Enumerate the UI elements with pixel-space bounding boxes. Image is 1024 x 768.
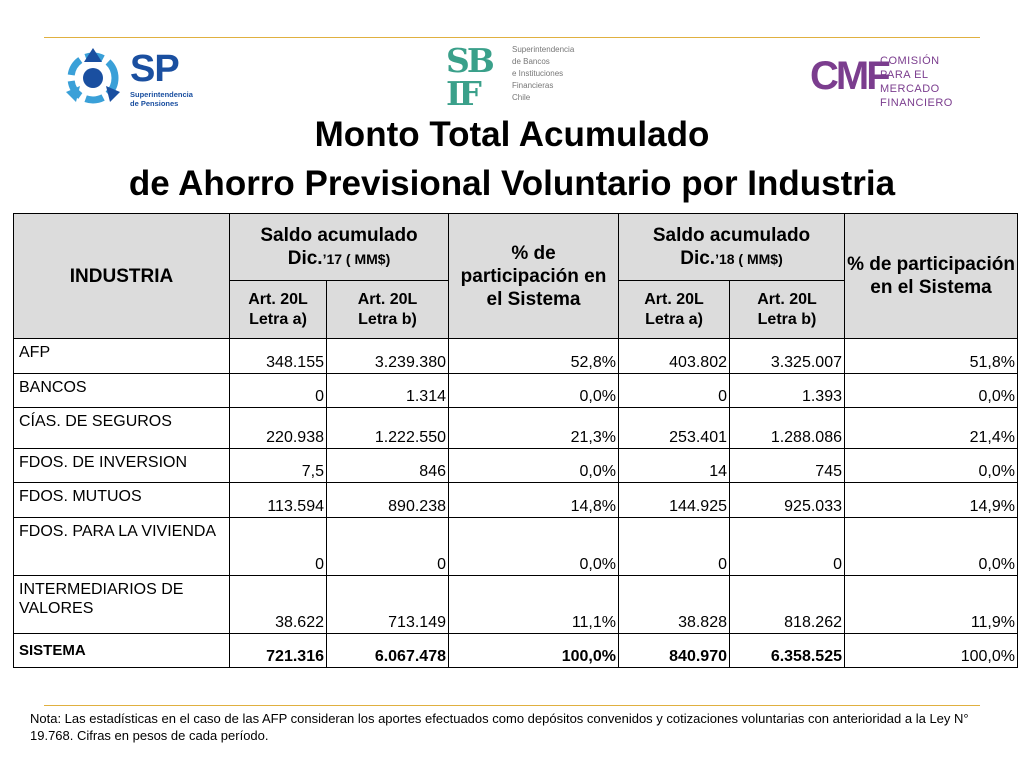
- sbif-mark-line2: IF: [446, 74, 479, 113]
- cell-industria: FDOS. DE INVERSION: [14, 449, 230, 483]
- cell-p17: 14,8%: [449, 483, 619, 518]
- cell-b18: 818.262: [730, 576, 845, 634]
- apv-industry-table: [13, 213, 1018, 668]
- cell-a17: 721.316: [230, 634, 327, 668]
- cell-a17: 0: [230, 374, 327, 408]
- sbif-sub-line: Superintendencia: [512, 45, 575, 54]
- top-divider: [44, 37, 980, 38]
- cmf-logo-mark: CMF: [810, 54, 888, 98]
- cell-b17: 713.149: [327, 576, 449, 634]
- cell-industria: AFP: [14, 339, 230, 374]
- page-title-line2: de Ahorro Previsional Voluntario por Industria: [128, 164, 896, 203]
- cell-industria: CÍAS. DE SEGUROS: [14, 408, 230, 449]
- cell-industria: FDOS. MUTUOS: [14, 483, 230, 518]
- sbif-logo-mark: [446, 41, 508, 113]
- table-row: [14, 483, 1018, 518]
- cell-a18: 840.970: [619, 634, 730, 668]
- header-art20l-b-2017: Art. 20L Letra b): [327, 281, 449, 339]
- cell-a18: 38.828: [619, 576, 730, 634]
- cell-a18: 403.802: [619, 339, 730, 374]
- cell-b18: 1.393: [730, 374, 845, 408]
- header-art20l-b-2018: Art. 20L Letra b): [730, 281, 845, 339]
- cell-p17: 52,8%: [449, 339, 619, 374]
- cell-b18: 6.358.525: [730, 634, 845, 668]
- cell-b17: 1.314: [327, 374, 449, 408]
- header-participacion-2017: % de participación en el Sistema: [449, 214, 619, 339]
- cell-p18: 0,0%: [845, 449, 1018, 483]
- table-row: [14, 374, 1018, 408]
- table-row: [14, 339, 1018, 374]
- table-row: [14, 449, 1018, 483]
- cell-a18: 253.401: [619, 408, 730, 449]
- cell-p18: 21,4%: [845, 408, 1018, 449]
- table-row: [14, 518, 1018, 576]
- sp-logo-mark: SP: [130, 48, 179, 90]
- sp-logo-subtitle: Superintendencia de Pensiones: [130, 90, 193, 108]
- cell-industria: SISTEMA: [14, 634, 230, 668]
- cell-a18: 0: [619, 374, 730, 408]
- sbif-sub-line: e Instituciones: [512, 69, 564, 78]
- cell-p18: 0,0%: [845, 518, 1018, 576]
- sbif-sub-line: Chile: [512, 93, 531, 102]
- cell-p17: 11,1%: [449, 576, 619, 634]
- header-art20l-a-2017: Art. 20L Letra a): [230, 281, 327, 339]
- cell-p18: 51,8%: [845, 339, 1018, 374]
- cell-p17: 0,0%: [449, 374, 619, 408]
- sbif-logo: [446, 41, 586, 118]
- footnote: Nota: Las estadísticas en el caso de las AFP consideran los aportes efectuados como depósitos convenidos y cotizaciones voluntarias con anterioridad a la Ley N° 19.768. Cifras en pesos de cada período.: [30, 711, 969, 743]
- cell-a17: 0: [230, 518, 327, 576]
- cell-b17: 6.067.478: [327, 634, 449, 668]
- cell-b17: 846: [327, 449, 449, 483]
- cell-industria: FDOS. PARA LA VIVIENDA: [14, 518, 230, 576]
- cell-a17: 7,5: [230, 449, 327, 483]
- header-saldo-2017-line1: Saldo acumulado: [260, 224, 418, 246]
- cmf-sub-line: FINANCIERO: [880, 97, 953, 109]
- header-saldo-2017-line2: Dic.’17 ( MM$): [287, 247, 391, 269]
- header-saldo-2018-line1: Saldo acumulado: [652, 224, 811, 246]
- cell-b18: 925.033: [730, 483, 845, 518]
- header-saldo-2018: [619, 214, 845, 281]
- cell-a18: 14: [619, 449, 730, 483]
- cmf-sub-line: PARA EL MERCADO: [880, 69, 940, 95]
- total-row: [14, 634, 1018, 668]
- cell-b17: 3.239.380: [327, 339, 449, 374]
- cell-b17: 890.238: [327, 483, 449, 518]
- header-participacion-2018: % de participación en el Sistema: [845, 214, 1018, 339]
- bottom-divider: [44, 705, 980, 706]
- cell-p17: 21,3%: [449, 408, 619, 449]
- sp-logo: [58, 42, 218, 116]
- cell-a18: 0: [619, 518, 730, 576]
- cell-b18: 1.288.086: [730, 408, 845, 449]
- table-row: [14, 408, 1018, 449]
- sbif-sub-line: Financieras: [512, 81, 554, 90]
- cell-a17: 348.155: [230, 339, 327, 374]
- sbif-mark-line1: SB: [446, 41, 492, 80]
- page-title-line1: Monto Total Acumulado: [314, 115, 710, 154]
- cmf-logo-subtitle: [880, 54, 980, 110]
- cell-p17: 0,0%: [449, 518, 619, 576]
- cell-b17: 0: [327, 518, 449, 576]
- cell-industria: INTERMEDIARIOS DE VALORES: [14, 576, 230, 634]
- table-row: [14, 576, 1018, 634]
- cmf-logo: [810, 50, 980, 112]
- cmf-sub-line: COMISIÓN: [880, 55, 940, 67]
- cell-b18: 3.325.007: [730, 339, 845, 374]
- cell-industria: BANCOS: [14, 374, 230, 408]
- header-saldo-2018-line2: Dic.’18 ( MM$): [680, 247, 783, 269]
- cell-b18: 745: [730, 449, 845, 483]
- cell-b17: 1.222.550: [327, 408, 449, 449]
- cell-b18: 0: [730, 518, 845, 576]
- cell-p17: 100,0%: [449, 634, 619, 668]
- cell-p18: 14,9%: [845, 483, 1018, 518]
- cell-p18: 11,9%: [845, 576, 1018, 634]
- cell-a18: 144.925: [619, 483, 730, 518]
- cell-p18: 0,0%: [845, 374, 1018, 408]
- header-industria: INDUSTRIA: [14, 214, 230, 339]
- cell-a17: 113.594: [230, 483, 327, 518]
- cell-p17: 0,0%: [449, 449, 619, 483]
- cell-a17: 38.622: [230, 576, 327, 634]
- cell-a17: 220.938: [230, 408, 327, 449]
- sp-emblem-icon: [58, 42, 128, 114]
- sbif-sub-line: de Bancos: [512, 57, 550, 66]
- header-art20l-a-2018: Art. 20L Letra a): [619, 281, 730, 339]
- header-saldo-2017: [230, 214, 449, 281]
- cell-p18: 100,0%: [845, 634, 1018, 668]
- sbif-logo-subtitle: [512, 44, 574, 104]
